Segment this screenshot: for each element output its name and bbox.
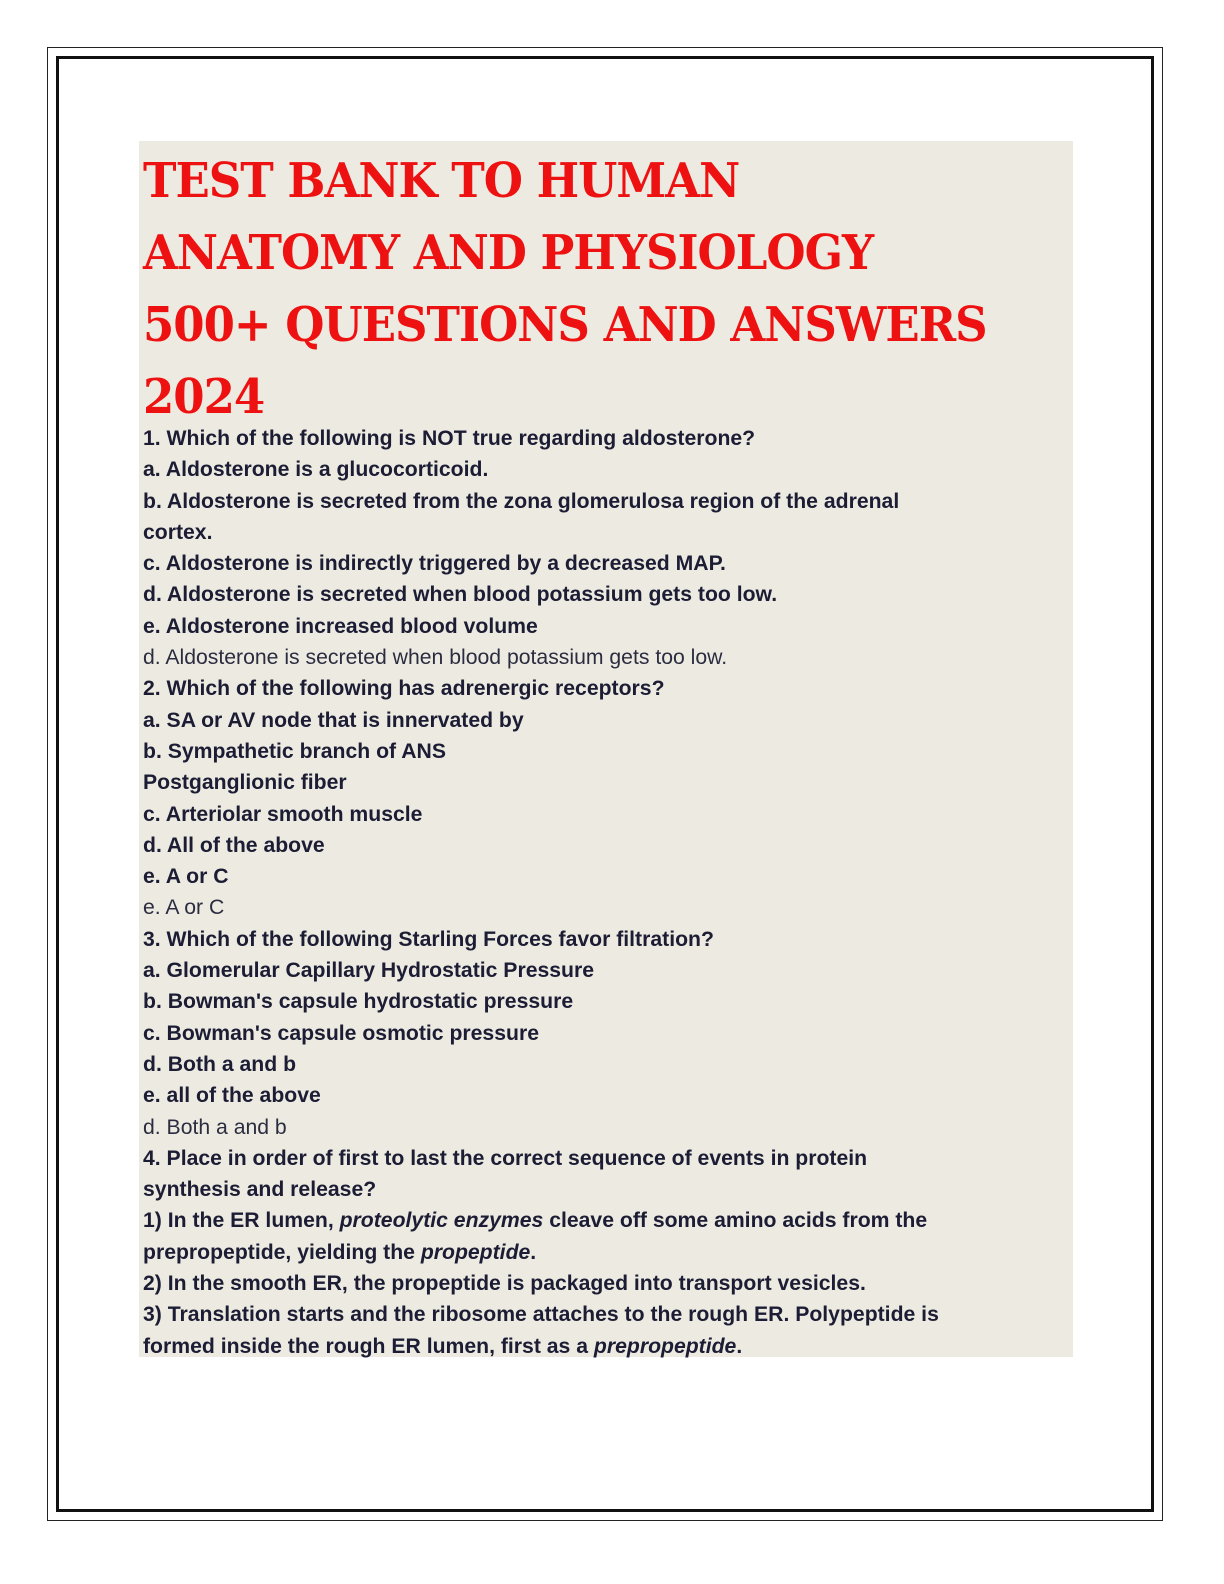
option-line: d. Aldosterone is secreted when blood potassium gets too low.: [143, 583, 778, 607]
sequence-step-1: [143, 1205, 1073, 1236]
option-line: c. Bowman's capsule osmotic pressure: [143, 1021, 539, 1045]
question-list: [143, 423, 1073, 1362]
option-line: a. SA or AV node that is innervated by: [143, 708, 524, 732]
option-line: d. All of the above: [143, 833, 325, 857]
option-line: b. Aldosterone is secreted from the zona glomerulosa region of the adrenal: [143, 489, 900, 513]
option-line: e. all of the above: [143, 1084, 321, 1108]
option-line: cortex.: [143, 520, 213, 544]
text-run: formed inside the rough ER lumen, first as a: [143, 1334, 594, 1358]
question-1: 1. Which of the following is NOT true regarding aldosterone?: [143, 427, 756, 450]
question-4-continued: synthesis and release?: [143, 1178, 377, 1202]
title-line: 2024: [143, 368, 265, 425]
sequence-step-3: 3) Translation starts and the ribosome attaches to the rough ER. Polypeptide is: [143, 1303, 939, 1327]
option-line: e. Aldosterone increased blood volume: [143, 614, 538, 638]
text-run: prepropeptide, yielding the: [143, 1240, 421, 1264]
question-2: 2. Which of the following has adrenergic receptors?: [143, 677, 665, 701]
text-run: 1) In the ER lumen,: [143, 1209, 340, 1233]
italic-term: prepropeptide: [593, 1334, 737, 1358]
document-content: [139, 141, 1073, 1357]
sequence-step-3-continued: [143, 1331, 1073, 1362]
option-line: Postganglionic fiber: [143, 771, 347, 795]
option-line: e. A or C: [143, 865, 229, 889]
question-3: 3. Which of the following Starling Forces favor filtration?: [143, 927, 714, 951]
title-line: 500+ QUESTIONS AND ANSWERS: [143, 296, 987, 353]
option-line: a. Glomerular Capillary Hydrostatic Pressure: [143, 959, 595, 983]
title-line: TEST BANK TO HUMAN: [143, 152, 740, 209]
option-line: d. Both a and b: [143, 1052, 297, 1076]
answer-line: e. A or C: [143, 896, 225, 920]
sequence-step-2: 2) In the smooth ER, the propeptide is packaged into transport vesicles.: [143, 1272, 866, 1296]
text-run: cleave off some amino acids from the: [543, 1209, 928, 1233]
option-line: c. Arteriolar smooth muscle: [143, 802, 423, 826]
option-line: c. Aldosterone is indirectly triggered by a decreased MAP.: [143, 552, 726, 576]
option-line: b. Sympathetic branch of ANS: [143, 739, 446, 763]
title-line: ANATOMY AND PHYSIOLOGY: [143, 224, 874, 281]
text-run: .: [736, 1334, 743, 1358]
option-line: b. Bowman's capsule hydrostatic pressure: [143, 990, 574, 1014]
sequence-step-1-continued: [143, 1237, 1073, 1268]
answer-line: d. Aldosterone is secreted when blood potassium gets too low.: [143, 646, 728, 670]
italic-term: proteolytic enzymes: [339, 1209, 544, 1233]
question-4: 4. Place in order of first to last the correct sequence of events in protein: [143, 1146, 868, 1170]
italic-term: propeptide: [420, 1240, 531, 1264]
answer-line: d. Both a and b: [143, 1115, 287, 1139]
text-run: .: [530, 1240, 537, 1264]
document-title: [143, 145, 1073, 433]
option-line: a. Aldosterone is a glucocorticoid.: [143, 458, 489, 482]
